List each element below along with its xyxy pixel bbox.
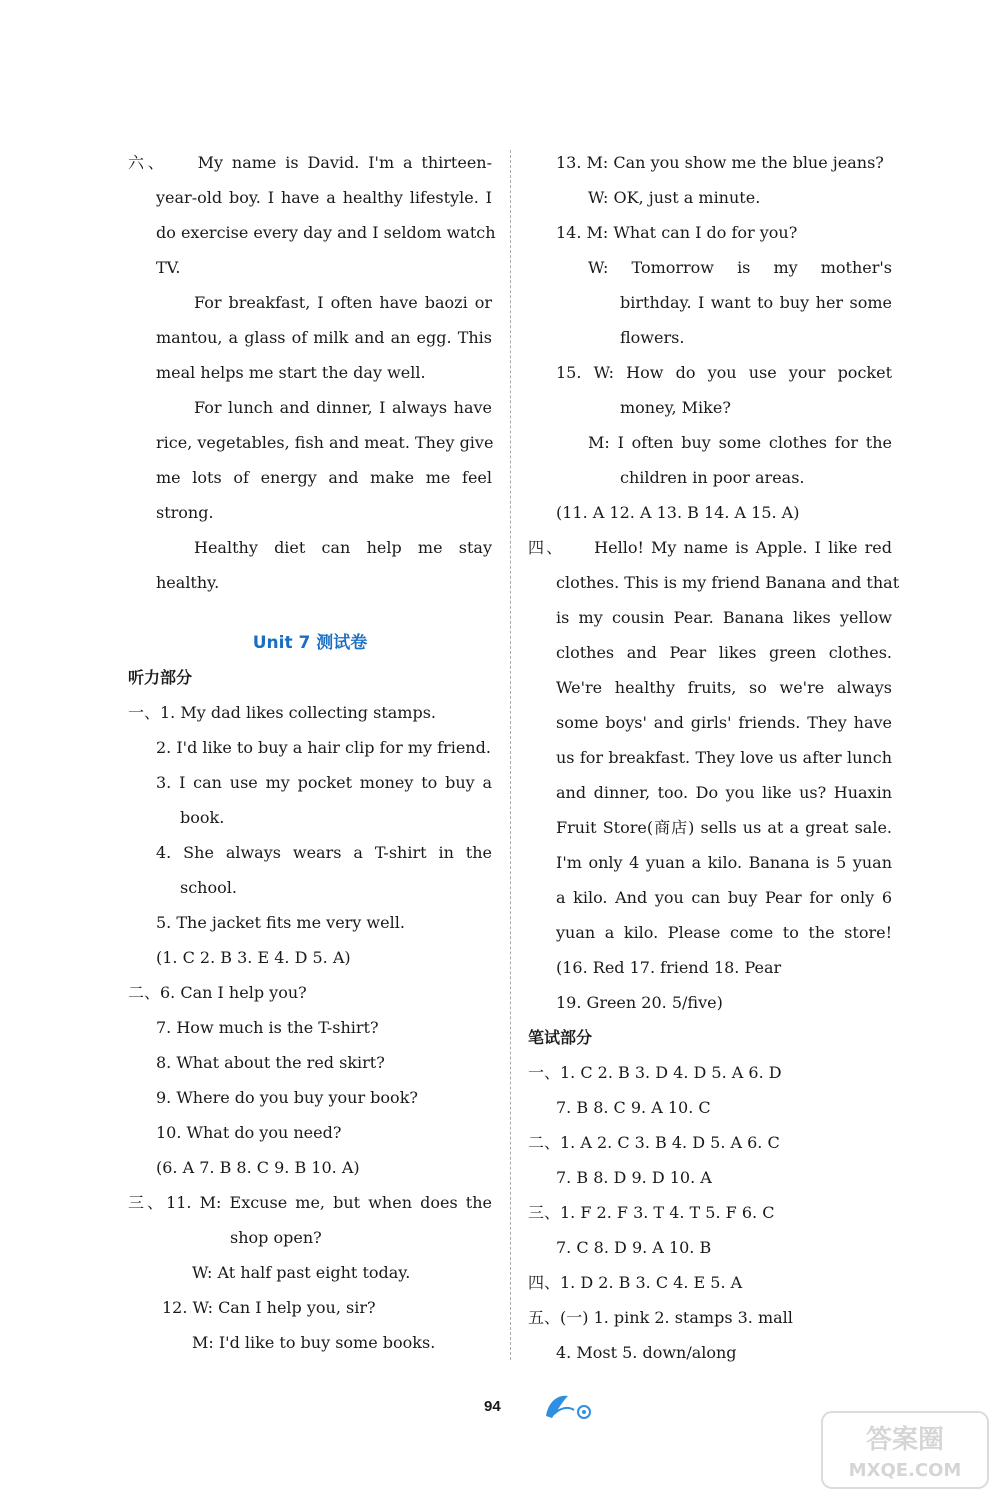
passage-line: some boys' and girls' friends. They have	[556, 713, 892, 732]
answer-line: 13. M: Can you show me the blue jeans?	[556, 153, 884, 172]
essay-line: year-old boy. I have a healthy lifestyle. I	[156, 188, 492, 207]
answer-line: 2. I'd like to buy a hair clip for my friend.	[156, 738, 491, 757]
essay-line: Healthy diet can help me stay	[194, 538, 492, 557]
answer-key: (11. A 12. A 13. B 14. A 15. A)	[556, 503, 800, 522]
answer-key: 一、1. C 2. B 3. D 4. D 5. A 6. D	[528, 1063, 782, 1082]
answer-line: school.	[180, 878, 237, 897]
passage-line: We're healthy fruits, so we're always	[556, 678, 892, 697]
passage-line: a kilo. And you can buy Pear for only 6	[556, 888, 892, 907]
answer-line: 10. What do you need?	[156, 1123, 342, 1142]
section-header: 听力部分	[128, 668, 193, 687]
answer-line: 7. How much is the T-shirt?	[156, 1018, 379, 1037]
answer-line: 9. Where do you buy your book?	[156, 1088, 418, 1107]
answer-line: flowers.	[620, 328, 685, 347]
answer-line: 14. M: What can I do for you?	[556, 223, 798, 242]
answer-key: 4. Most 5. down/along	[556, 1343, 737, 1362]
answer-line: book.	[180, 808, 225, 827]
answer-line: W: OK, just a minute.	[588, 188, 761, 207]
essay-line: healthy.	[156, 573, 220, 592]
answer-line: 5. The jacket fits me very well.	[156, 913, 405, 932]
passage-line: 四、 Hello! My name is Apple. I like red	[528, 538, 892, 557]
essay-line: TV.	[156, 258, 181, 277]
leaf-logo-icon	[540, 1390, 596, 1422]
passage-line: is my cousin Pear. Banana likes yellow	[556, 608, 892, 627]
passage-line: clothes and Pear likes green clothes.	[556, 643, 892, 662]
answer-line: 12. W: Can I help you, sir?	[162, 1298, 376, 1317]
essay-line: strong.	[156, 503, 214, 522]
left-column	[128, 148, 496, 1363]
answer-line: money, Mike?	[620, 398, 731, 417]
answer-line: birthday. I want to buy her some	[620, 293, 892, 312]
essay-line: meal helps me start the day well.	[156, 363, 426, 382]
answer-key: 7. C 8. D 9. A 10. B	[556, 1238, 712, 1257]
right-column	[528, 148, 900, 1373]
essay-line: do exercise every day and I seldom watch	[156, 223, 496, 242]
passage-line: I'm only 4 yuan a kilo. Banana is 5 yuan	[556, 853, 892, 872]
essay-line: For lunch and dinner, I always have	[194, 398, 492, 417]
passage-line: yuan a kilo. Please come to the store!	[556, 923, 892, 942]
essay-line: me lots of energy and make me feel	[156, 468, 492, 487]
column-divider	[510, 150, 511, 1360]
answer-key: 7. B 8. D 9. D 10. A	[556, 1168, 712, 1187]
answer-line: children in poor areas.	[620, 468, 805, 487]
answer-line: M: I'd like to buy some books.	[192, 1333, 436, 1352]
passage-line: us for breakfast. They love us after lunch	[556, 748, 892, 767]
answer-key: 19. Green 20. 5/five)	[556, 993, 723, 1012]
unit-title: Unit 7 测试卷	[252, 633, 368, 653]
answer-key: 7. B 8. C 9. A 10. C	[556, 1098, 711, 1117]
answer-line: 一、1. My dad likes collecting stamps.	[128, 703, 436, 722]
answer-line: M: I often buy some clothes for the	[588, 433, 892, 452]
answer-key: 三、1. F 2. F 3. T 4. T 5. F 6. C	[528, 1203, 775, 1222]
answer-line: 三、11. M: Excuse me, but when does the	[128, 1193, 492, 1212]
passage-line: clothes. This is my friend Banana and that	[556, 573, 900, 592]
passage-line: and dinner, too. Do you like us? Huaxin	[556, 783, 892, 802]
answer-line: W: Tomorrow is my mother's	[588, 258, 892, 277]
svg-text:MXQE.COM: MXQE.COM	[848, 1460, 962, 1481]
essay-line: mantou, a glass of milk and an egg. This	[156, 328, 492, 347]
passage-line: Fruit Store(商店) sells us at a great sale.	[556, 818, 892, 837]
svg-text:答案圈: 答案圈	[865, 1425, 945, 1455]
section-header: 笔试部分	[528, 1028, 593, 1047]
essay-line: rice, vegetables, fish and meat. They give	[156, 433, 494, 452]
watermark-logo	[820, 1410, 990, 1490]
answer-key: 四、1. D 2. B 3. C 4. E 5. A	[528, 1273, 743, 1292]
answer-key: (6. A 7. B 8. C 9. B 10. A)	[156, 1158, 360, 1177]
answer-line: 15. W: How do you use your pocket	[556, 363, 892, 382]
essay-line: For breakfast, I often have baozi or	[194, 293, 492, 312]
page-number: 94	[484, 1398, 501, 1415]
answer-line: shop open?	[230, 1228, 322, 1247]
answer-line: 二、6. Can I help you?	[128, 983, 307, 1002]
answer-key: 五、(一) 1. pink 2. stamps 3. mall	[528, 1308, 793, 1327]
answer-line: 4. She always wears a T-shirt in the	[156, 843, 492, 862]
essay-line: 六、 My name is David. I'm a thirteen-	[128, 153, 492, 172]
answer-line: W: At half past eight today.	[192, 1263, 411, 1282]
answer-key: (1. C 2. B 3. E 4. D 5. A)	[156, 948, 351, 967]
answer-key: 二、1. A 2. C 3. B 4. D 5. A 6. C	[528, 1133, 780, 1152]
answer-key: (16. Red 17. friend 18. Pear	[556, 958, 782, 977]
answer-line: 8. What about the red skirt?	[156, 1053, 385, 1072]
answer-line: 3. I can use my pocket money to buy a	[156, 773, 492, 792]
